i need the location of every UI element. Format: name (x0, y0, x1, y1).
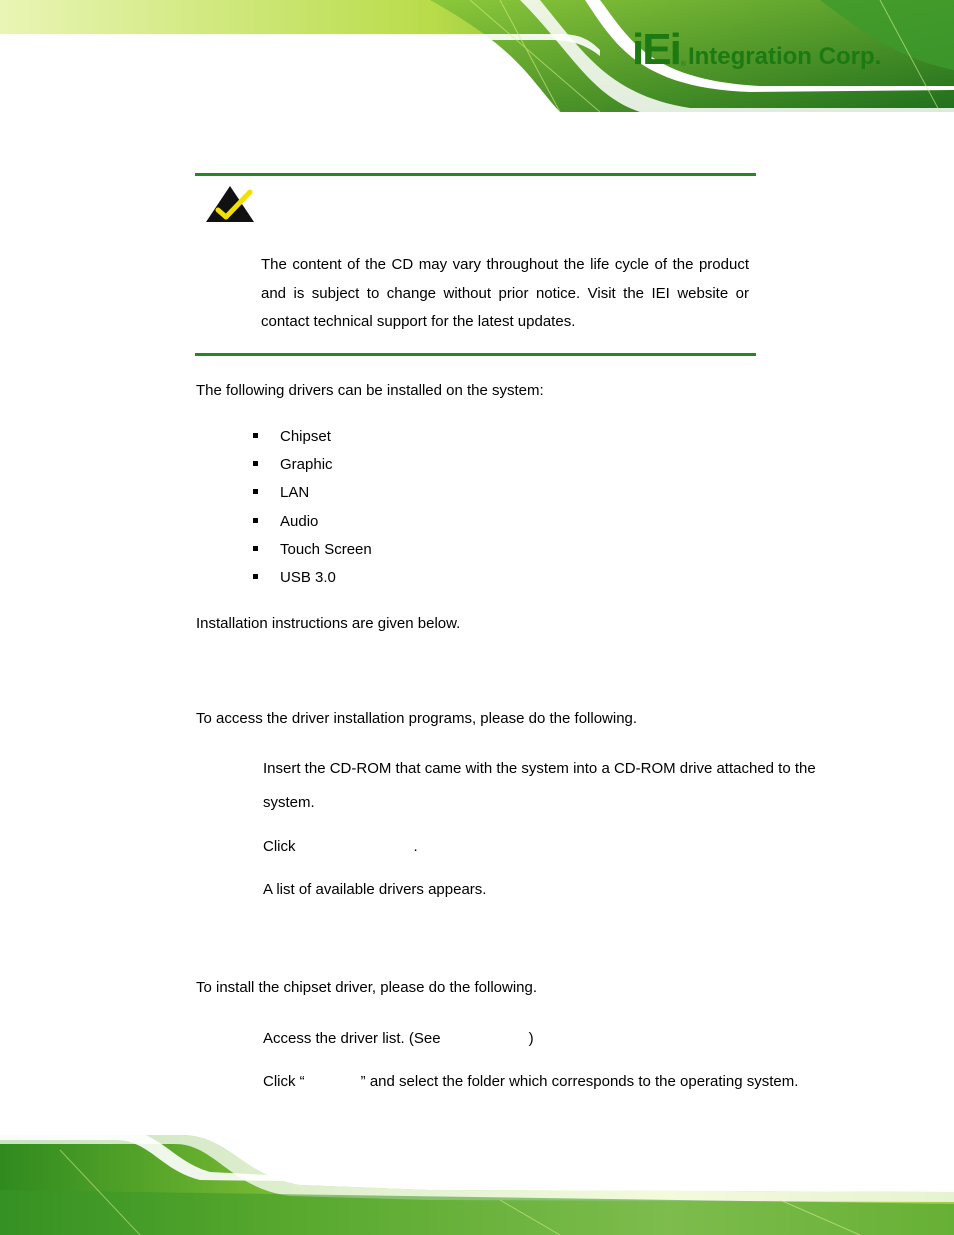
note-text: The content of the CD may vary throughout the life cycle of the product and is subject to change without prior notice. Visit the IEI website or contact technical support for the latest updates. (261, 256, 749, 330)
company-logo (632, 26, 881, 72)
driver-name: Audio (280, 512, 319, 530)
period-text: . (413, 838, 418, 855)
access-step-3: A list of available drivers appears. (263, 881, 487, 898)
footer-band (0, 1130, 954, 1235)
logo-registered-mark: ® (680, 61, 686, 68)
chipset-step-2 (263, 1072, 798, 1091)
click-text: Click (263, 838, 296, 855)
list-item (252, 427, 372, 455)
access-step-2 (263, 837, 418, 856)
list-item (252, 483, 372, 511)
logo-company-name: Integration Corp. (687, 43, 882, 70)
driver-name: Graphic (280, 456, 333, 474)
header-band (0, 0, 954, 112)
step2-start: Click “ (263, 1073, 305, 1090)
step1-start: Access the driver list. (See (263, 1030, 441, 1047)
bullet-icon (253, 489, 258, 494)
check-note-icon (204, 182, 256, 224)
bullet-icon (253, 546, 258, 551)
drivers-intro: The following drivers can be installed on the system: (196, 382, 544, 399)
access-intro: To access the driver installation programs, please do the following. (196, 710, 638, 727)
list-item (252, 455, 372, 483)
bullet-icon (253, 518, 258, 523)
chipset-intro: To install the chipset driver, please do the following. (196, 979, 538, 996)
list-item (252, 540, 372, 568)
driver-name: LAN (280, 484, 310, 502)
bullet-icon (253, 433, 258, 438)
driver-list (252, 427, 372, 596)
bullet-icon (253, 461, 258, 466)
step1-end: ) (528, 1030, 534, 1047)
logo-iei: iEi (632, 25, 680, 74)
bullet-icon (253, 574, 258, 579)
chipset-step-1 (263, 1029, 534, 1048)
driver-name: Touch Screen (280, 540, 372, 558)
list-item (252, 568, 372, 596)
access-step-1: Insert the CD-ROM that came with the system into a CD-ROM drive attached to the system. (263, 760, 816, 811)
note-top-rule (195, 173, 756, 176)
driver-name: Chipset (280, 428, 331, 445)
driver-name: USB 3.0 (280, 568, 336, 586)
footer-decoration (0, 1130, 954, 1235)
list-item (252, 512, 372, 540)
install-note: Installation instructions are given below. (196, 615, 461, 632)
note-bottom-rule (195, 353, 756, 356)
step2-end: ” and select the folder which corresponds to the operating system. (360, 1073, 799, 1090)
